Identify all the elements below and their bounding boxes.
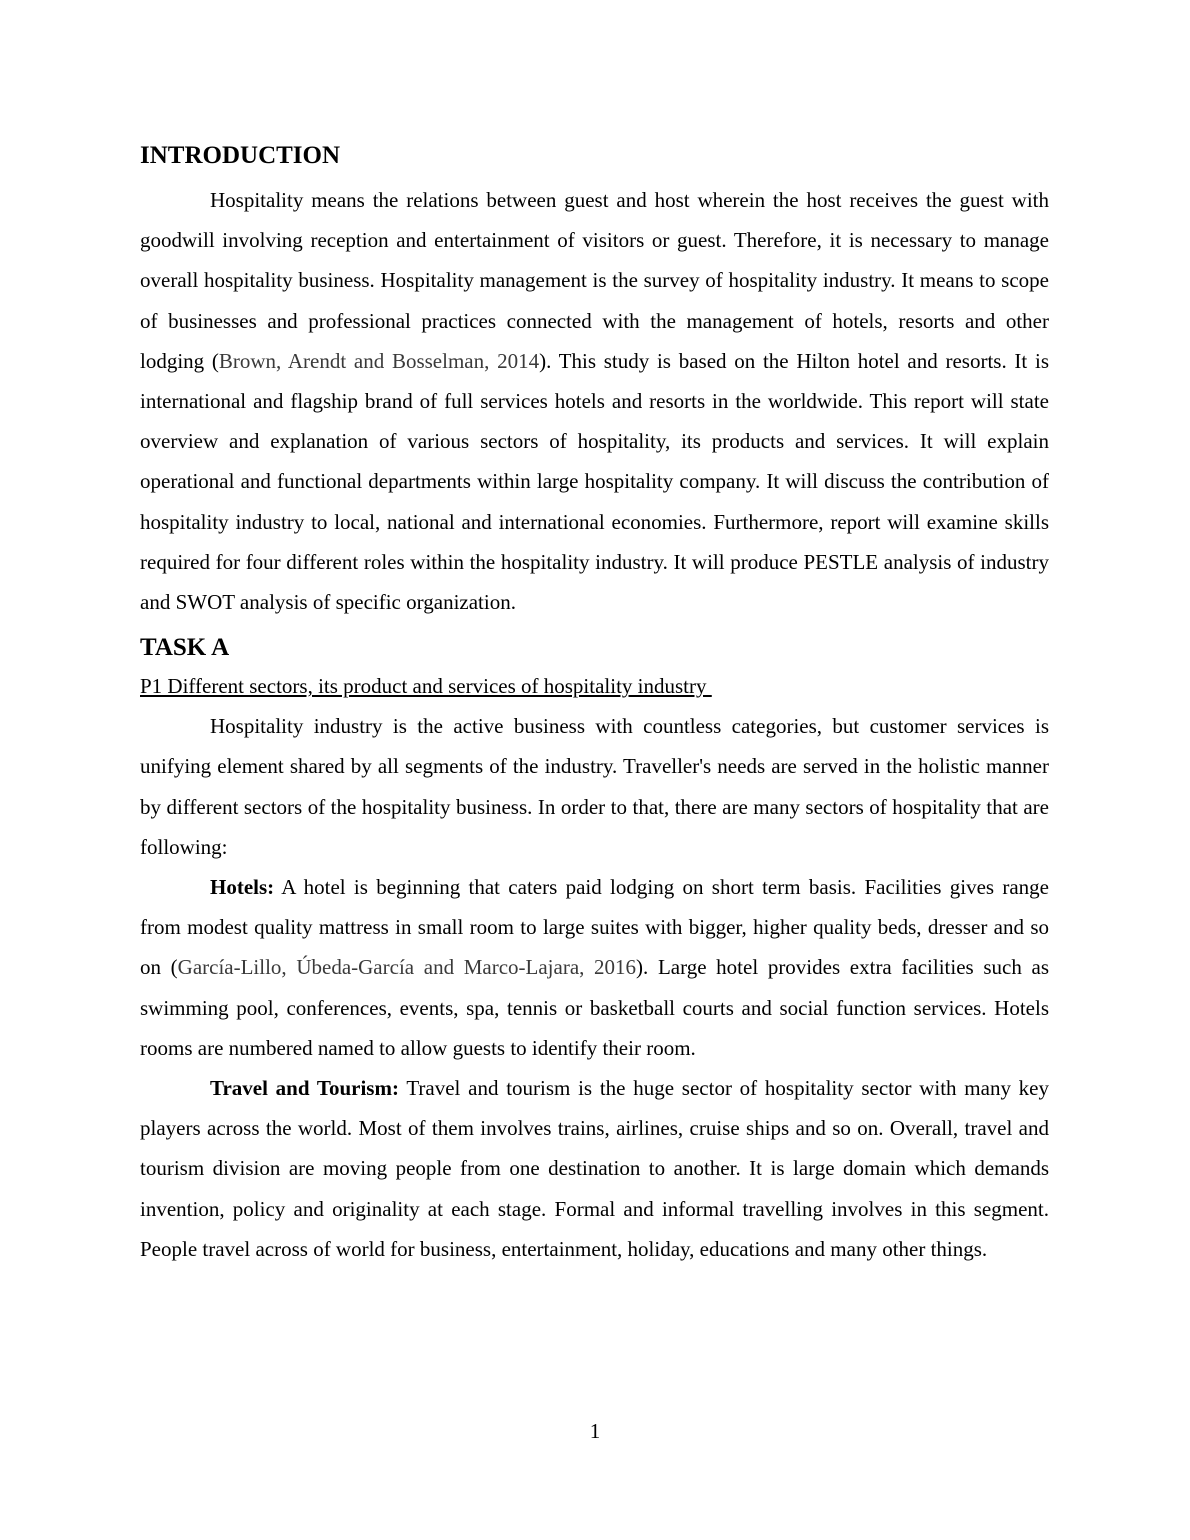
- document-page: [140, 138, 1049, 1269]
- hotels-text-part-2: ). Large hotel provides extra facilities such as swimming pool, conferences, events, spa, tennis or basketball courts and social function services. Hotels rooms are numbered named to allow guests to identify their room.: [140, 955, 1049, 1060]
- introduction-citation: Brown, Arendt and Bosselman, 2014: [218, 348, 540, 373]
- p1-subheading: P1 Different sectors, its product and services of hospitality industry: [140, 674, 712, 699]
- hotels-citation: García-Lillo, Úbeda-García and Marco-Lajara, 2016: [177, 955, 637, 980]
- hotels-text-part-1: A hotel is beginning that caters paid lodging on short term basis. Facilities gives range from modest quality mattress in small room to large suites with bigger, higher quality beds, dresser and so on (: [140, 875, 1049, 980]
- introduction-text-part-1: Hospitality means the relations between guest and host wherein the host receives the guest with goodwill involving reception and entertainment of visitors or guest. Therefore, it is necessary to manage overall hospitality business. Hospitality management is the survey of hospitality industry. It means to scope of businesses and professional practices connected with the management of hotels, resorts and other lodging (: [140, 188, 1049, 373]
- introduction-text-part-2: ). This study is based on the Hilton hotel and resorts. It is international and flagship brand of full services hotels and resorts in the worldwide. This report will state overview and explanation of various sectors of hospitality, its products and services. It will explain operational and functional departments within large hospitality company. It will discuss the contribution of hospitality industry to local, national and international economies. Furthermore, report will examine skills required for four different roles within the hospitality industry. It will produce PESTLE analysis of industry and SWOT analysis of specific organization.: [140, 348, 1049, 615]
- introduction-heading: INTRODUCTION: [140, 142, 341, 169]
- task-a-heading: TASK A: [140, 634, 230, 662]
- travel-tourism-label: Travel and Tourism:: [210, 1076, 399, 1101]
- task-a-intro-paragraph: Hospitality industry is the active business with countless categories, but customer services is unifying element shared by all segments of the industry. Traveller's needs are served in the holistic manner by different sectors of the hospitality business. In order to that, there are many sectors of hospitality that are following:: [140, 714, 1049, 859]
- hotels-label: Hotels:: [210, 875, 275, 900]
- travel-tourism-paragraph: [140, 1068, 1049, 1269]
- hotels-paragraph: [140, 867, 1049, 1068]
- introduction-paragraph: [140, 180, 1049, 622]
- travel-tourism-text: Travel and tourism is the huge sector of hospitality sector with many key players across the world. Most of them involves trains, airlines, cruise ships and so on. Overall, travel and tourism division are moving people from one destination to another. It is large domain which demands invention, policy and originality at each stage. Formal and informal travelling involves in this segment. People travel across of world for business, entertainment, holiday, educations and many other things.: [140, 1076, 1050, 1261]
- page-number: 1: [589, 1419, 601, 1443]
